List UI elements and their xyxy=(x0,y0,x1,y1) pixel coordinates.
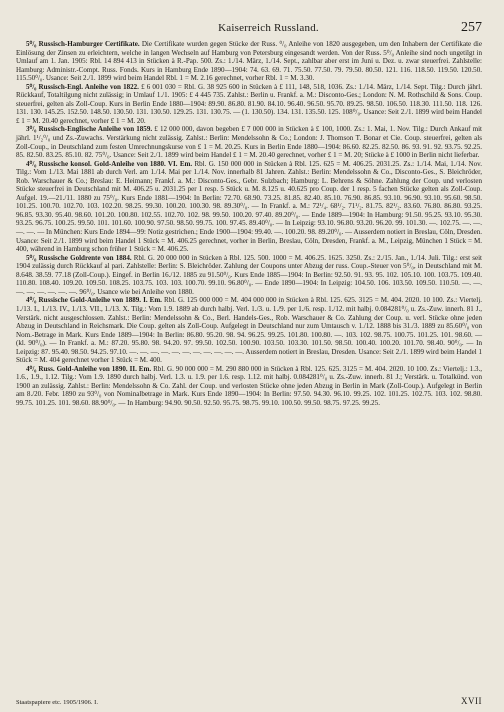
page-number: 257 xyxy=(460,20,482,35)
entry-text: Rbl. G. 150 000 000 in Stücken à Rbl. 125. 625 = M. 406.25. 2031.25. Zs.: 1./14. Mai, 1./14. Nov. Tilg.: Vom 1./13. Mai 1881 ab durch Verl. am 1./14. Mai per 1./14. Nov. innerhalb 81 Jahren. Zahlst.: Berlin: Mendelssohn & Co., Disconto-Ges., S. Bleichröder, Rob. Warschauer & Co.; Breslau: E. Heimann; Frankf. a. M.: Disconto-Ges., Gebr. Sulzbach; Hamburg: L. Behrens & Söhne. Zahlung der Coup. und verlosten Stücke steuerfrei in Deutschland mit M. 406.25 u. 2031.25 per 1 resp. 5 Stück u. M. 8.125 u. 40.625 pro Coup. der 1 resp. 5 fachen Stücke gelten als Zoll-Coup. Aufgel. 19.—21./11. 1880 zu 75⁰/₀. Kurs Ende 1881—1904: In Berlin: 72.70. 68.90. 73.25. 81.85. 82.40. 85.10. 76.90. 86.85. 93.10. 96.90. 93.10. 95.60. 98.50. 101.25. 100.70. 102.70. 103. 102.20. 98.25. 99.30. 100.20. 100.30. 98. 89.30⁰/₀. — In Frankf. a. M.: 72¹/₄. 68¹/₂. 71¹/₂. 81.75. 82¹/₂. 83.60. 76.80. 86.80. 93.25. 96.85. 93.30. 95.40. 98.60. 101.20. 100.80. 102.55. 102.70. 102. 98. 99.50. 100.20. 97.40. 89.20⁰/₀. — Ende 1889—1904: In Hamburg: 91.50. 95.25. 93.10. 95.30. 93.25. 96.75. 100.25. 99.50. 101. 101.60. 100.90. 97.50. 98.50. 99.75. 100. 97.45. 89.40⁰/₀. — In Leipzig: 93.10. 96.80. 93.20. 96.20. 99. 101.30. —. 102.75. —. —. —. —. — In München: Kurs Ende 1894—99: Notiz gestrichen.; Ende 1900—1904: 99.40. —. 100.20. 98. 89.20⁰/₀. — Ausserdem notiert in Breslau, Cöln, Dresden. Usance: Seit 2./1. 1899 wird beim Handel 1 Stück = M. 406.25 gerechnet, vorher in Berlin, Breslau, Cöln, Dresden, Frankf. a. M., Leipzig, München 1 Stück = M. 400, während in Hamburg schon früher 1 Stück = M. 406.25. xyxy=(16,159,482,254)
entry-paragraph xyxy=(16,40,482,83)
page-body xyxy=(16,40,482,408)
entry-text: Rbl. G. 90 000 000 = M. 290 880 000 in Stücken à Rbl. 125. 625. 3125 = M. 404. 2020. 10 100. Zs.: Viertelj.: 1.3., 1.6., 1.9., 1.12. Tilg.: Vom 1.9. 1890 durch halbj. Verl. 1.3. u. 1.9. per 1.6. resp. 1.12. mit halbj. 0.084281⁰/₀ u. Zs.-Zuw. innerh. 81 J.; Verstärk. u. Totalkünd. von 1900 an zulässig. Zahlst.: Berlin: Mendelssohn & Co. Zahl. der Coup. und verlosten Stücke ohne jeden Abzug in Berlin in Mark (Zoll-Coup.). Aufgelegt in Berlin am 8./20. Febr. 1890 zu 93⁰/₀ von Nominalbetrage in Mark. Kurs Ende 1890—1904: In Berlin: 97.50. 94.30. 96.10. 99.25. 102. 101.25. 102.75. 103. 102. 98.80. 99.75. 101.25. 101. 98.60. 88.90⁰/₀. — In Hamburg: 94.90. 90.50. 92.50. 95.75. 98.75. 99.10. 100.50. 99.50. 98.75. 97.25. 99.25. xyxy=(16,364,482,407)
entry-text: Die Certifikate wurden gegen Stücke der Russ. ⁰/₀ Anleihe von 1820 ausgegeben, um den Inhabern der Certifikate die Einlösung der Zinsen zu erleichtern, welche in langen Wechseln auf Hamburg von Petersburg eingesandt werden. Von der Russ. 5⁰/₀ Anleihe sind noch ungetilgt in Umlauf am 1. Jan. 1905: Rbl. 14 894 413 in Stücken à R.-Pap. 500. Zs.: 1./14. März, 1./14. Sept., zahlbar aber erst im Juni u. Dez. u. zwar steuerfrei. Zahlstelle: Hamburg: Administr.-Compt. Russ. Fonds. Kurs in Hamburg Ende 1890—1904: 74. 63. 69. 71. 75.50. 77.50. 79. 79.50. 80.50. 121. 116. 118.50. 119.50. 120.50. 115.50⁰/₀. Usance: Seit 2./1. 1899 wird beim Handel Rbl. 1 = M. 2.16 gerechnet, vorher Rbl. 1 = M. 3.30. xyxy=(16,40,483,83)
entry-text: Rbl. G. 125 000 000 = M. 404 000 000 in Stücken à Rbl. 125. 625. 3125 = M. 404. 2020. 10 100. Zs.: Viertelj. 1./13. I., 1./13. IV., 1./13. VII., 1./13. X. Tilg.: Vom 1.9. 1889 ab durch halbj. Verl. 1./3. u. 1./9. per 1./6. resp. 1./12. mit halbj. 0.084281⁰/₀ u. Zs.-Zuw. innerh. 81 J., Verstärk. nicht ausgeschlossen. Zahlst.: Berlin: Mendelssohn & Co., Berl. Handels-Ges., Rob. Warschauer & Co. Zahlung der Coup. u. verl. Stücke ohne jeden Abzug in Deutschland in Reichsmark. Die Coup. gelten als Zoll-Coup. Aufgelegt in Deutschland nur zum Umtausch v. 1./12. 1888 bis 31./3. 1889 zu 85.60⁰/₀ von Nom.-Betrage in Mark. Kurs Ende 1889—1904: In Berlin: 86.80. 95.20. 98. 94. 96.25. 99.25. 101.80. 100.80. —. 103. 102. 98.75. 100.75. 101.25. 101. 98.60. — (kl. 90⁰/₀). — In Frankf. a. M.: 87.20. 95.80. 98. 94.20. 97. 99.50. 102.50. 100.90. 103.50. 103.30. 101.50. 98.50. 100.40. 100.20. 101.70. 98.40. 90⁰/₀. — In Leipzig: 87. 95.40. 98.50. 94.25. 97.10. —. —. —. —. —. —. —. —. —. —. —. Ausserdem notiert in Breslau, Dresden. Usance: Seit 2./1. 1899 wird beim Handel 1 Stück = M. 404 gerechnet vorher 1 Stück = M. 400. xyxy=(16,296,482,365)
page-title: Kaiserreich Russland. xyxy=(218,22,319,34)
entry-heading: 3⁰/₀ Russisch-Englische Anleihe von 1859. xyxy=(26,125,153,134)
entry-heading: 4⁰/₀ Russische Gold-Anleihe von 1889. I. Em. xyxy=(26,296,162,305)
entry-gold-anleihe-1889 xyxy=(16,296,482,364)
entry-paragraph xyxy=(16,160,482,254)
entry-text: £ 6 001 030 = Rbl. G. 38 925 600 in Stücken à £ 111, 148, 518, 1036. Zs.: 1./14. März, 1./14. Sept. Tilg.: Durch jährl. Rückkauf, Totaltilgung nicht zulässig; in Umlauf 1./1. 1905: £ 4 445 735. Zahlst.: Berlin u. Frankf. a. M.: Disconto-Ges.; London: N. M. Rothschild & Sons. Coup. steuerfrei, gelten als Zoll-Coup. Kurs in Berlin Ende 1880—1904: 89.90. 86.80. 81.90. 84.10. 96.40. 96.50. 95.70. 89.25. 98.50. 106.50. 118.30. 111.50. 118. 126. 131. 130. 145.25. 152.50. 148.50. 130.50. 131. 130.50. 129.25. 131. 130.75. — (1. 130.50). 134. 131. 135.50. 125. 108⁰/₀. Usance: Seit 2./1. 1899 wird beim Handel £ 1 = M. 20.40 gerechnet, vorher £ 1 = M. 20. xyxy=(16,82,482,125)
entry-heading: 5⁰/₀ Russisch-Engl. Anleihe von 1822. xyxy=(26,82,139,91)
signature-mark: XVII xyxy=(461,696,482,706)
running-head xyxy=(16,20,482,38)
entry-heading: 4⁰/₀ Russische konsol. Gold-Anleihe von 1880. VI. Em. xyxy=(26,159,193,168)
entry-goldrente-1884 xyxy=(16,254,482,297)
entry-konsol-gold-anleihe-1880 xyxy=(16,160,482,254)
entry-text: £ 12 000 000, davon begeben £ 7 000 000 in Stücken à £ 100, 1000. Zs.: 1. Mai, 1. Nov. Tilg.: Durch Ankauf mit jährl. 1¹/₂⁰/₀ und Zs.-Zuwachs. Verstärkung nicht zulässig. Zahlst.: Berlin: Mendelssohn & Co.; London: J. Thomson T. Bonar et Cie. Coup. steuerfrei, gelten als Zoll-Coup., in Deutschland zum festen Umrechnungskurse von £ 1 = M. 20.25. Kurs in Berlin Ende 1880—1904: 86.60. 82.25. 82.50. 86. 93. 91. 92. 93.75. 92.25. 85. 82.50. 83.25. 85.10. 82. 75⁰/₀. Usance: Seit 2./1. 1899 wird beim Handel £ 1 = M. 20.40 gerechnet, vorher £ 1 = M. 20; Stücke à £ 1000 in Berlin nicht lieferbar. xyxy=(16,125,482,160)
entry-russ-engl-anleihe-1822 xyxy=(16,83,482,126)
entry-paragraph xyxy=(16,296,482,364)
entry-russ-engl-anleihe-1859 xyxy=(16,125,482,159)
entry-paragraph xyxy=(16,365,482,408)
footer-source: Staatspapiere etc. 1905/1906. I. xyxy=(16,699,98,706)
page-footer xyxy=(16,696,482,706)
entry-paragraph xyxy=(16,83,482,126)
entry-heading: 5⁰/₀ Russische Goldrente von 1884. xyxy=(26,253,132,262)
entry-gold-anleihe-1890 xyxy=(16,365,482,408)
entry-heading: 5⁰/₀ Russisch-Hamburger Certifikate. xyxy=(26,40,140,48)
entry-heading: 4⁰/₀ Russ. Gold-Anleihe von 1890. II. Em. xyxy=(26,364,152,373)
entry-russ-hamburg-certifikate xyxy=(16,40,482,83)
entry-paragraph xyxy=(16,125,482,159)
entry-paragraph xyxy=(16,254,482,297)
entry-text: Rbl. G. 20 000 000 in Stücken à Rbl. 125. 500. 1000 = M. 406.25. 1625. 3250. Zs.: 2./15. Jan., 1./14. Juli. Tilg.: erst seit 1904 zulässig durch Rückkauf al pari. Zahlstelle: Berlin: S. Bleichröder. Zahlung der Coupons unter Abzug der russ. Coup.-Steuer von 5⁰/₀, in Deutschland mit M. 8.648. 38.59. 77.18 (Zoll-Coup.). Eingef. in Berlin 16./12. 1885 zu 91.50⁰/₀. Kurs Ende 1885—1904: In Berlin: 92.50. 91. 93. 95. 102. 105.10. 100. 103.75. 109.40. 110.80. 108.40. 109.20. 109.50. 108.25. 103.75. 103. 103. 100.70. 99.10. 96.80⁰/₀. — Ende 1890—1904: In Leipzig: 104.50. 106. 103.50. 109.50. 110.50. —. —. —. —. —. —. —. —. 96⁰/₀. Usance wie bei Anleihe von 1880. xyxy=(16,253,482,296)
